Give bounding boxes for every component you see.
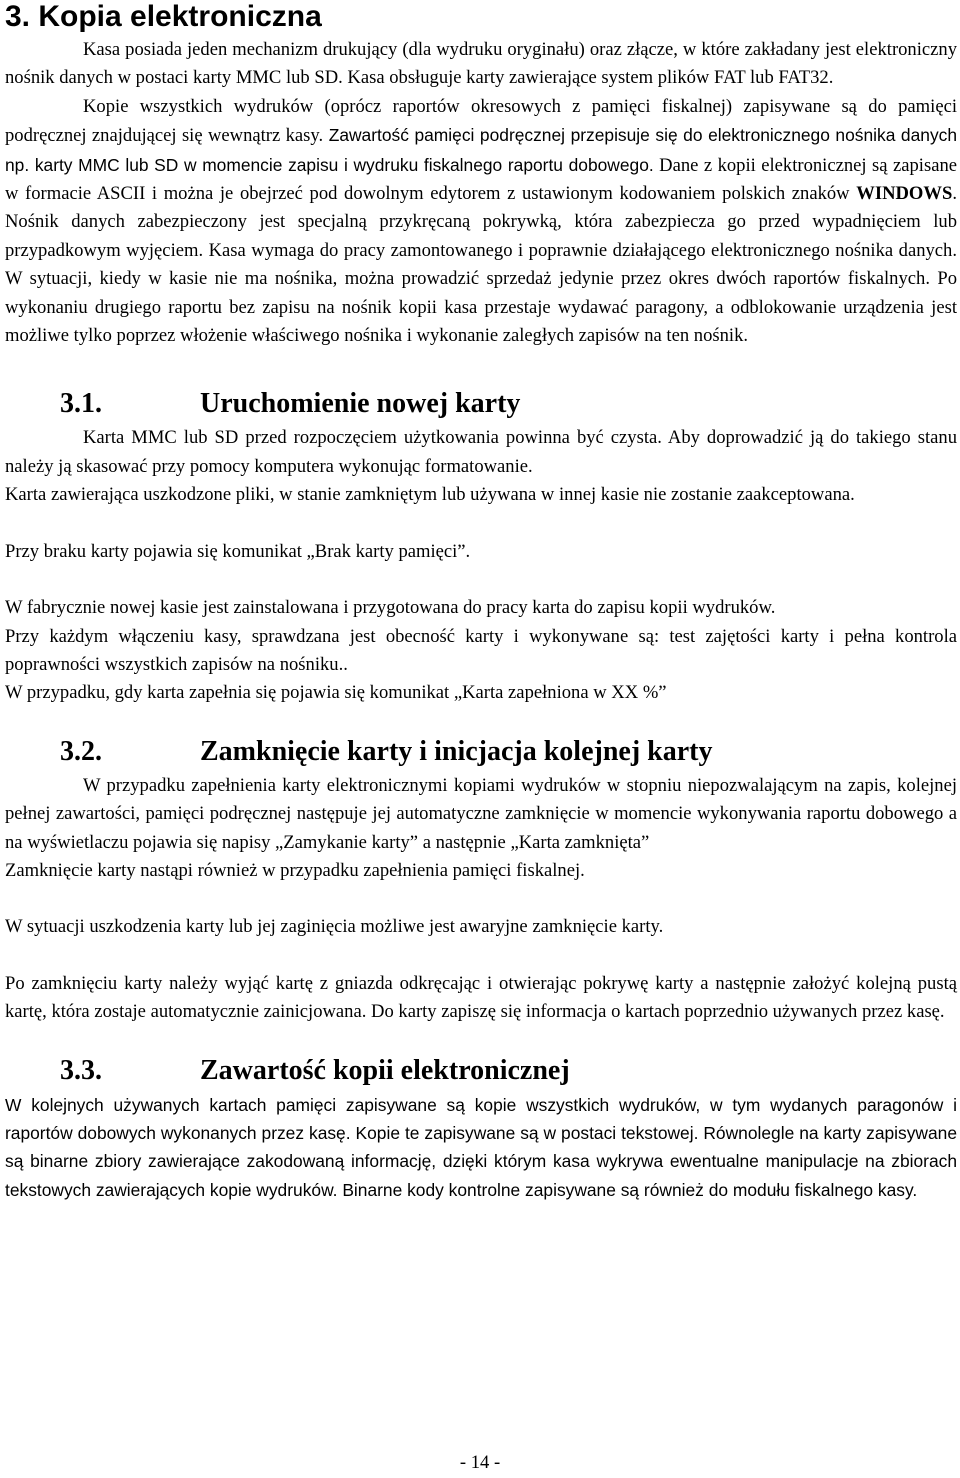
paragraph: W przypadku zapełnienia karty elektronicznymi kopiami wydruków w stopniu niepozwalającym na zapis, kolejnej pełnej zawartości, pamięci podręcznej następuje jej automatyczne zamknięcie w momencie wykonywania raportu dobowego a na wyświetlaczu pojawia się napisy „Zamykanie karty” a następnie „Karta zamknięta”	[5, 774, 957, 853]
text-run: Dane z kopii elektronicznej są zapisane w formacie ASCII i można je obejrzeć pod dowolnym edytorem z ustawionym kodowaniem polskich znaków	[5, 154, 957, 205]
paragraph: W fabrycznie nowej kasie jest zainstalowana i przygotowana do pracy karta do zapisu kopii wydruków.	[5, 597, 776, 619]
paragraph: W przypadku, gdy karta zapełnia się pojawia się komunikat „Karta zapełniona w XX %”	[5, 682, 667, 704]
subsection-number: 3.2.	[60, 735, 102, 767]
paragraph	[5, 36, 957, 93]
section-title: 3. Kopia elektroniczna	[5, 0, 322, 33]
paragraph	[5, 93, 957, 351]
subsection-heading	[5, 1051, 957, 1091]
paragraph: W sytuacji uszkodzenia karty lub jej zaginięcia możliwe jest awaryjne zamknięcie karty.	[5, 916, 664, 938]
text-run: Zawartość pamięci podręcznej przepisuje się do elektronicznego nośnika danych np. karty MMC lub SD w momencie zapisu i wydruku fiskalnego raportu dobowego.	[5, 125, 958, 175]
subsection-title: Zamknięcie karty i inicjacja kolejnej karty	[200, 735, 713, 767]
paragraph: Karta zawierająca uszkodzone pliki, w stanie zamkniętym lub używana w innej kasie nie zostanie zaakceptowana.	[5, 484, 855, 506]
subsection-title: Uruchomienie nowej karty	[200, 388, 521, 420]
page-number: - 14 -	[459, 1452, 501, 1473]
subsection-number: 3.1.	[60, 388, 102, 420]
subsection-title: Zawartość kopii elektronicznej	[200, 1054, 570, 1086]
text-run-bold: WINDOWS	[856, 183, 953, 205]
paragraph: Karta MMC lub SD przed rozpoczęciem użytkowania powinna być czysta. Aby doprowadzić ją do takiego stanu należy ją skasować przy pomocy komputera wykonując formatowanie.	[5, 427, 957, 477]
document-page	[5, 0, 957, 1204]
paragraph: Po zamknięciu karty należy wyjąć kartę z gniazda odkręcając i otwierając pokrywę karty a następnie założyć kolejną pustą kartę, która zostaje automatycznie zainicjowana. Do karty zapiszę się informacja o kartach poprzednio używanych przez kasę.	[5, 972, 957, 1023]
text-run: .	[952, 183, 957, 205]
text-run: Nośnik danych zabezpieczony jest specjalną przykręcaną pokrywką, która zabezpiecza go przed wypadnięciem lub przypadkowym wyjęciem. Kasa wymaga do pracy zamontowanego i poprawnie działającego elektronicznego nośnika danych. W sytuacji, kiedy w kasie nie ma nośnika, można prowadzić sprzedaż jedynie przez okres dwóch raportów fiskalnych. Po wykonaniu drugiego raportu bez zapisu na nośnik kopii kasa przestaje wydawać paragony, a odblokowanie urządzenia jest możliwe tylko poprzez włożenie właściwego nośnika i wykonanie zaległych zapisów na ten nośnik.	[5, 211, 957, 347]
subsection-heading	[5, 384, 957, 424]
paragraph: Przy braku karty pojawia się komunikat „Brak karty pamięci”.	[5, 540, 471, 562]
text-run: Kopie wszystkich wydruków (oprócz raportów okresowych z pamięci fiskalnej) zapisywane są do pamięci podręcznej znajdującej się wewnątrz kasy.	[5, 95, 957, 147]
paragraph: Przy każdym włączeniu kasy, sprawdzana jest obecność karty i wykonywane są: test zajętości karty i pełna kontrola poprawności wszystkich zapisów na nośniku..	[5, 625, 957, 675]
subsection-number: 3.3.	[60, 1054, 102, 1086]
paragraph: Zamknięcie karty nastąpi również w przypadku zapełnienia pamięci fiskalnej.	[5, 859, 585, 881]
paragraph: W kolejnych używanych kartach pamięci zapisywane są kopie wszystkich wydruków, w tym wydanych paragonów i raportów dobowych wykonanych przez kasę. Kopie te zapisywane są w postaci tekstowej. Równolegle na karty zapisywane są binarne zbiory zawierające zakodowaną informację, dzięki którym kasa wykrywa ewentualne manipulacje na zbiorach tekstowych zawierających kopie wydruków. Binarne kody kontrolne zapisywane są również do modułu fiskalnego kasy.	[5, 1094, 957, 1200]
subsection-heading	[5, 732, 957, 772]
text-run: Kasa posiada jeden mechanizm drukujący (dla wydruku oryginału) oraz złącze, w które zakładany jest elektroniczny nośnik danych w postaci karty MMC lub SD. Kasa obsługuje karty zawierające system plików FAT lub FAT32.	[5, 39, 957, 89]
